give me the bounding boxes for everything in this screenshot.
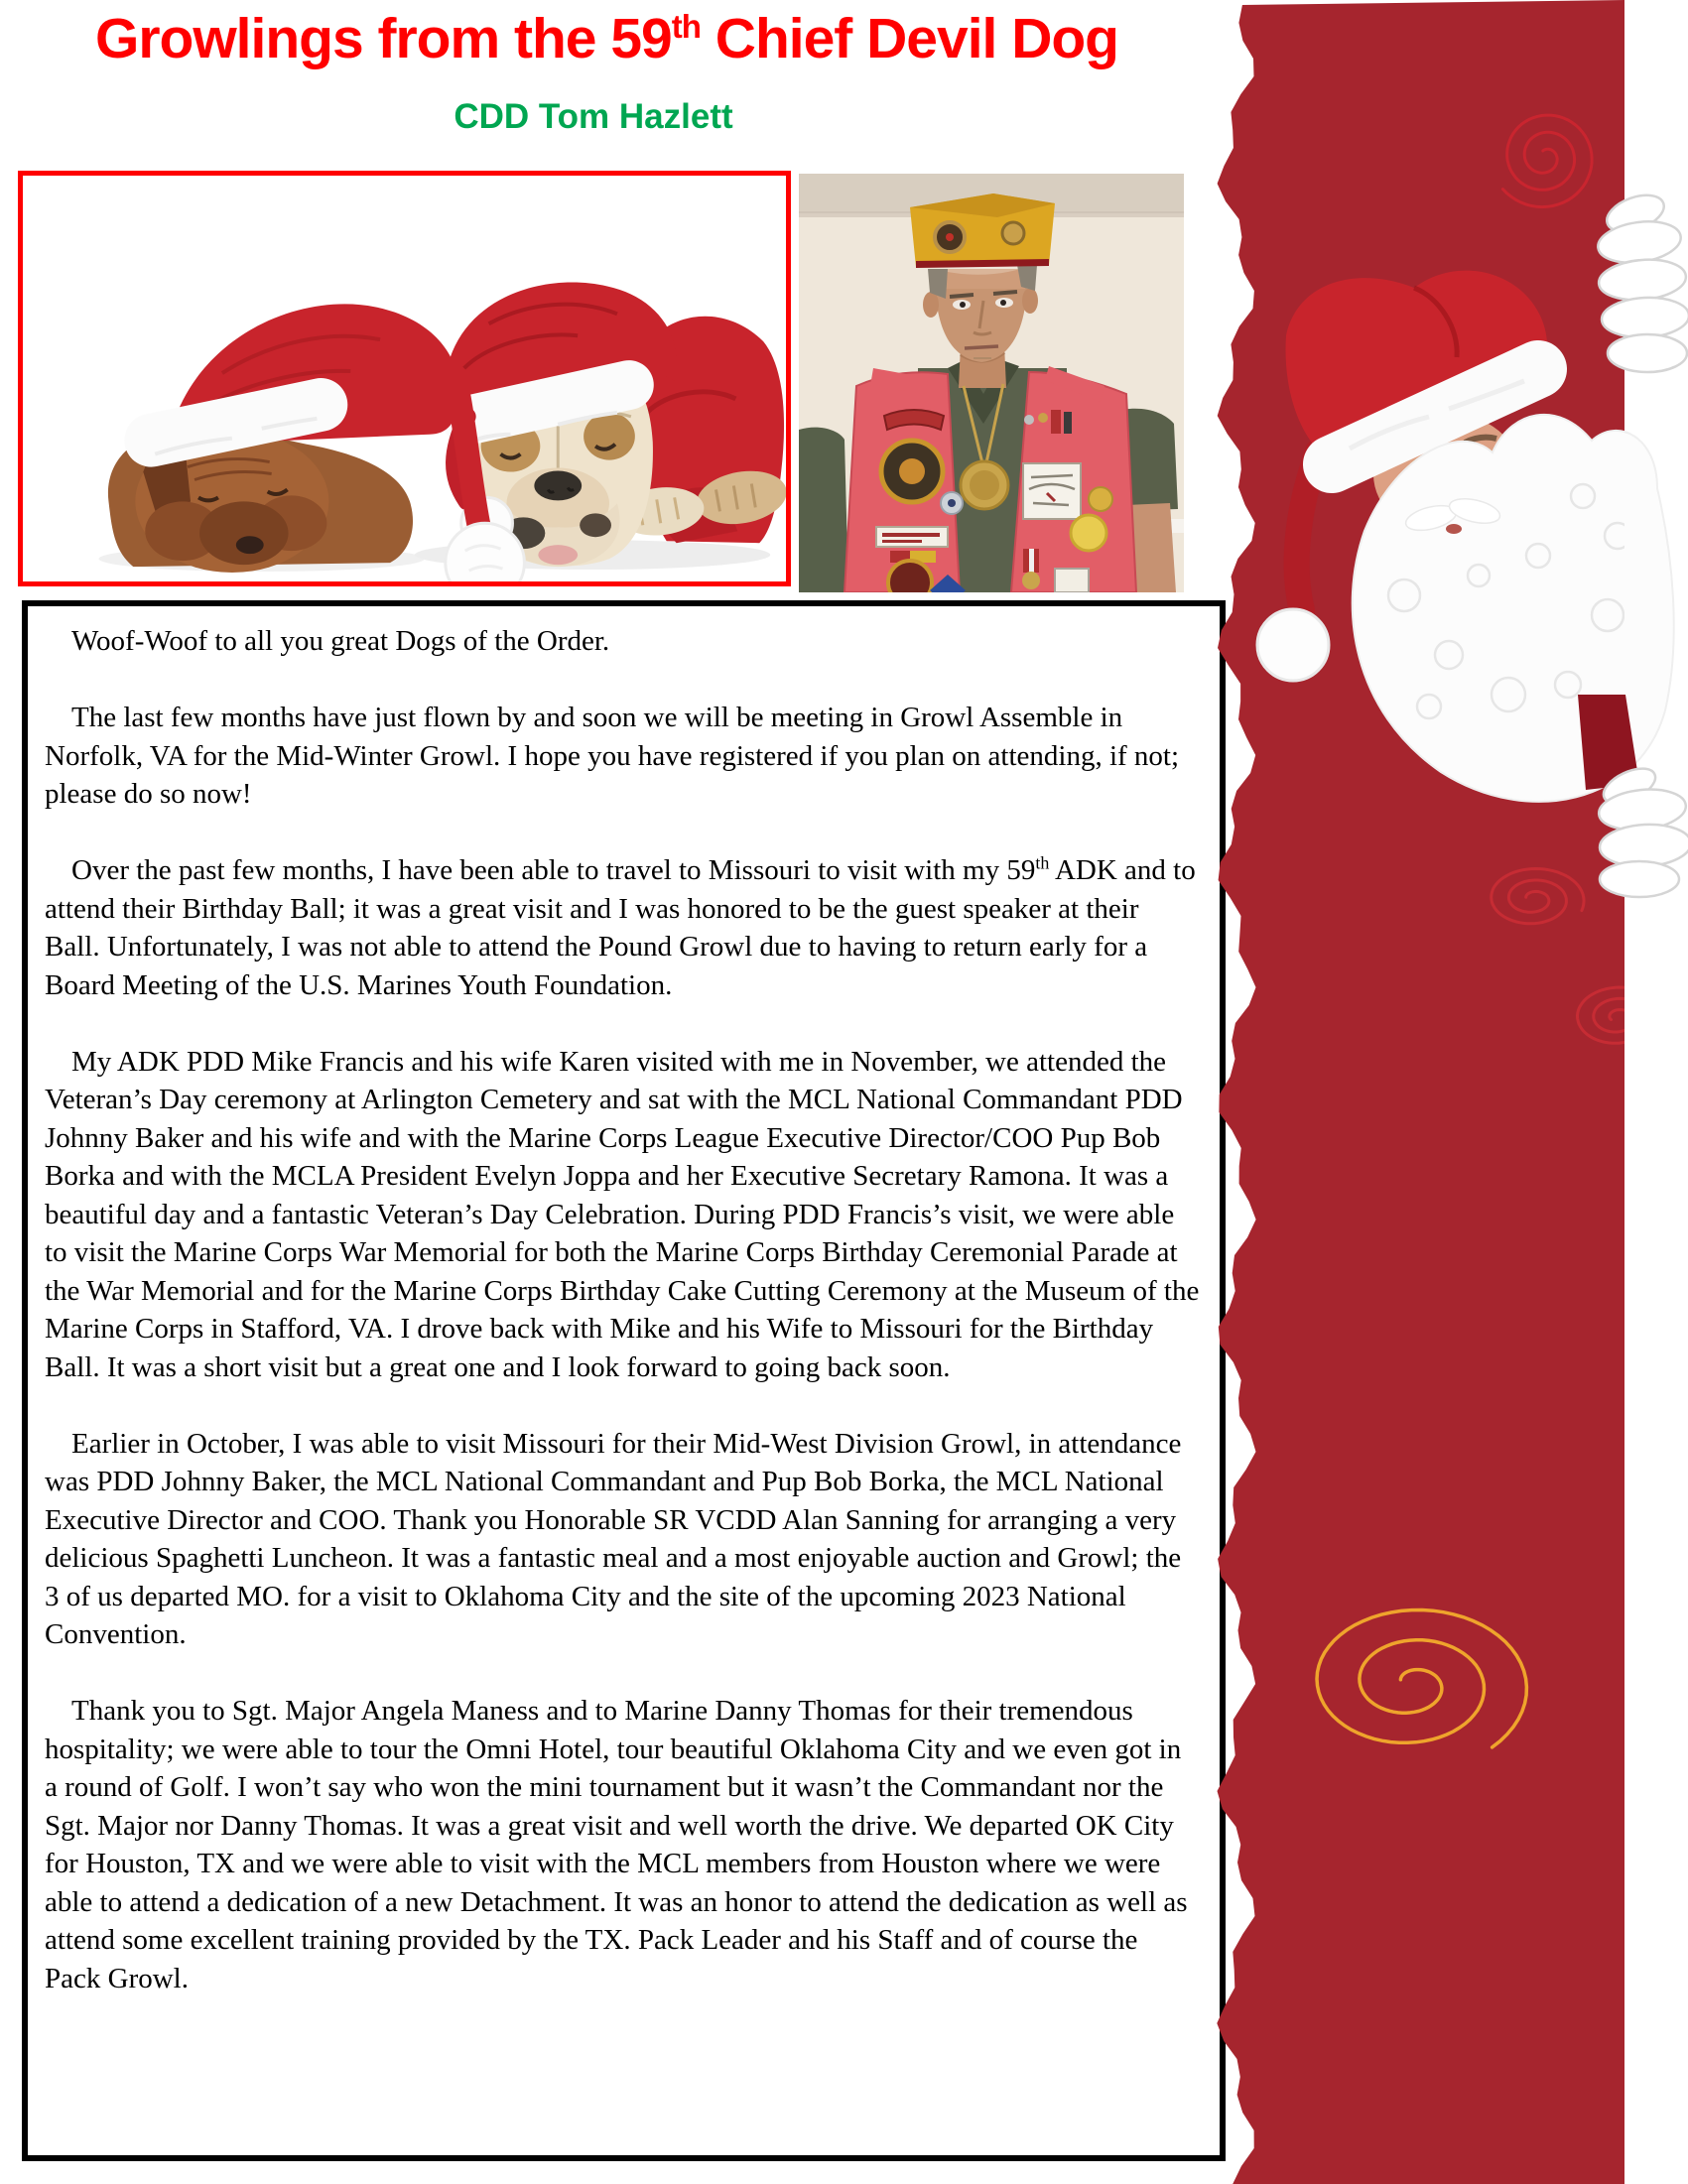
paragraph-5: Earlier in October, I was able to visit Missouri for their Mid-West Division Growl, in attendance was PDD Johnny Baker, the MCL National Commandant and Pup Bob Borka, the MCL National Executive Director and COO. Thank you Honorable SR VCDD Alan Sanning for arranging a very delicious Spaghetti Luncheon. It was a fantastic meal and a most enjoyable auction and Growl; the 3 of us departed MO. for a visit to Oklahoma City and the site of the upcoming 2023 National Convention. <box>45 1427 1182 1650</box>
page-title <box>28 6 1186 71</box>
paragraph-4: My ADK PDD Mike Francis and his wife Karen visited with me in November, we attended the Veteran’s Day ceremony at Arlington Cemetery and sat with the MCL National Commandant PDD Johnny Baker and his wife and with the Marine Corps League Executive Director/COO Pup Bob Borka and with the MCLA President Evelyn Joppa and her Executive Secretary Ramona. It was a beautiful day and a fantastic Veteran’s Day Celebration. During PDD Francis’s visit, we were able to visit the Marine Corps War Memorial for both the Marine Corps Birthday Ceremonial Parade at the War Memorial and for the Marine Corps Birthday Cake Cutting Ceremony at the Museum of the Marine Corps in Stafford, VA. I drove back with Mike and his Wife to Missouri for the Birthday Ball. It was a short visit but a great one and I look forward to going back soon. <box>45 1045 1200 1383</box>
man-photo-art <box>799 174 1184 592</box>
christmas-sidebar <box>1191 0 1688 2184</box>
page-title-text: Growlings from the 59 <box>94 7 672 70</box>
sidebar-art <box>1191 0 1688 2184</box>
page-title-ordinal: th <box>671 9 701 46</box>
paragraph-2: The last few months have just flown by and soon we will be meeting in Growl Assemble in Norfolk, VA for the Mid-Winter Growl. I hope you have registered if you plan on attending, if not; please do so now! <box>45 702 1180 810</box>
garrison-cap <box>910 193 1055 268</box>
page-title-text-2: Chief Devil Dog <box>700 7 1118 70</box>
santa-mouth <box>1446 524 1462 534</box>
cdd-portrait-photo <box>799 174 1184 592</box>
dogs-photo-art <box>23 176 786 581</box>
paragraph-1: Woof-Woof to all you great Dogs of the Order. <box>71 625 610 657</box>
letter-body <box>22 600 1226 2161</box>
dogs-christmas-photo <box>18 171 791 586</box>
paragraph-3: Over the past few months, I have been able to travel to Missouri to visit with my 59th ADK and to attend their Birthday Ball; it was a great visit and I was honored to be the guest speaker at their Ball. Unfortunately, I was not able to attend the Pound Growl due to having to return early for a Board Meeting of the U.S. Marines Youth Foundation. <box>45 852 1196 1001</box>
byline: CDD Tom Hazlett <box>454 97 733 136</box>
paragraph-6: Thank you to Sgt. Major Angela Maness and to Marine Danny Thomas for their tremendous hospitality; we were able to tour the Omni Hotel, tour beautiful Oklahoma City and we even got in a round of Golf. I won’t say who won the mini tournament but it wasn’t the Commandant nor the Sgt. Major nor Danny Thomas. It was a great visit and well worth the drive. We departed OK City for Houston, TX and we were able to visit with the MCL members from Houston where we were able to attend a dedication of a new Detachment. It was an honor to attend the dedication as well as attend some excellent training provided by the TX. Pack Leader and his Staff and of course the Pack Growl. <box>45 1695 1188 1994</box>
santa-hat-pompom <box>1257 609 1329 681</box>
